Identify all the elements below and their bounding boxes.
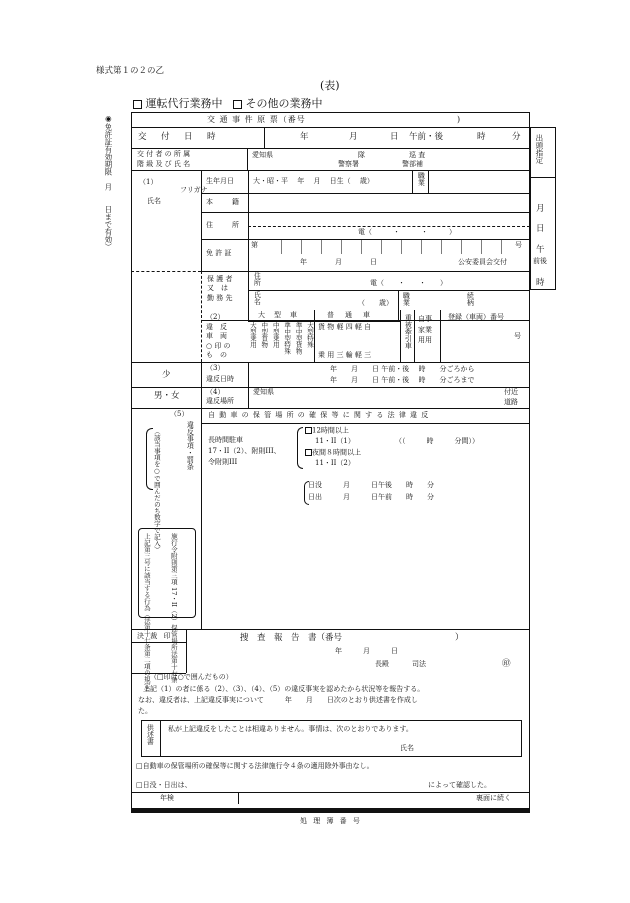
rule bbox=[201, 212, 530, 213]
report-body-3: た。 bbox=[138, 707, 152, 715]
rule bbox=[131, 127, 530, 128]
rule bbox=[131, 170, 530, 171]
rule bbox=[131, 629, 530, 630]
rule bbox=[440, 310, 441, 362]
datetime-section: （3） bbox=[206, 364, 225, 372]
option-8h-checkbox[interactable] bbox=[305, 449, 312, 456]
option-12h-article: 11・II（1） bbox=[315, 437, 355, 445]
option-12h: 12時間以上 bbox=[305, 427, 349, 435]
address-phone: 電（ ・ ・ ） bbox=[358, 228, 456, 236]
approval-stamp: 決 裁 印 bbox=[137, 632, 173, 640]
register-number: 処 理 簿 番 号 bbox=[300, 817, 362, 825]
birth-label: 生年月日 bbox=[206, 177, 234, 185]
issuer-station: 警察署 bbox=[338, 160, 359, 168]
sunset-line: 日没 月 日午後 時 分 bbox=[308, 481, 434, 489]
appearance-month: 月 bbox=[536, 204, 545, 214]
issued-hour: 時 bbox=[477, 132, 486, 142]
license-date: 年 月 日 bbox=[300, 258, 377, 266]
place-near: 付近 bbox=[504, 388, 518, 396]
license-validity: ◉免許証有効期限 月 日まで有効） bbox=[103, 114, 113, 251]
rule bbox=[248, 226, 530, 227]
rule bbox=[131, 362, 530, 363]
option-8h-article: 11・II（2） bbox=[315, 459, 355, 467]
place-road: 道路 bbox=[504, 398, 518, 406]
confirmed-text: によって確認した。 bbox=[428, 781, 491, 789]
option-8h: 夜間８時間以上 bbox=[305, 449, 361, 457]
issuer-rank1: 巡 査 bbox=[409, 151, 426, 159]
furigana-label: フリガナ bbox=[180, 186, 208, 194]
license-label: 免 許 証 bbox=[206, 249, 232, 257]
place-label: 違反場所 bbox=[206, 397, 234, 405]
sex-label: 男・女 bbox=[154, 391, 180, 401]
report-title-end: ） bbox=[455, 633, 464, 643]
place-value: 愛知県 bbox=[253, 388, 274, 396]
place-section: （4） bbox=[206, 388, 225, 396]
rule bbox=[201, 271, 530, 272]
issuer-pref: 愛知県 bbox=[252, 151, 273, 159]
statement-text: 私が上記違反をしたことは相違ありません。事情は、次のとおりであります。 bbox=[168, 725, 413, 733]
driving-checkbox[interactable] bbox=[133, 100, 142, 109]
regular-row2: 乗 用 三 輪 軽 三 bbox=[318, 351, 372, 359]
sunset-confirm: □日没・日出は、 bbox=[136, 781, 192, 789]
rule bbox=[131, 271, 201, 272]
work-type bbox=[133, 98, 323, 109]
rule bbox=[247, 148, 248, 170]
large-vehicle-cols: 大型乗用 中型貨物 中型乗用 準中型特殊 準中型貨物 大型特殊 bbox=[248, 322, 314, 355]
option-12h-time: （（ 時 分間）） bbox=[395, 437, 479, 445]
rule bbox=[186, 629, 187, 673]
name-label: 氏名 bbox=[147, 197, 161, 205]
issuer-rank2: 警部補 bbox=[402, 160, 423, 168]
registration-suffix: 号 bbox=[514, 332, 521, 340]
violation-decree: 令附則III bbox=[208, 458, 238, 466]
datetime-to: 年 月 日 午前・後 時 分ごろまで bbox=[330, 376, 475, 384]
violation-articles: 17・II（2）、附則III、 bbox=[208, 447, 281, 455]
rule bbox=[160, 720, 161, 757]
rule bbox=[131, 408, 530, 409]
rule bbox=[428, 170, 429, 193]
rule bbox=[398, 290, 399, 320]
vehicle-label: 違 反 車 両 ○ 印 の も の bbox=[206, 323, 231, 360]
juvenile-label: 少 bbox=[162, 370, 171, 380]
rule bbox=[530, 177, 556, 178]
report-title: 捜 査 報 告 書（番号 bbox=[240, 633, 343, 643]
domicile-label: 本 籍 bbox=[206, 198, 245, 206]
issued-ampm: 午前・後 bbox=[409, 132, 444, 142]
rule bbox=[131, 642, 186, 643]
guardian-occupation: 職業 bbox=[402, 292, 411, 306]
rule bbox=[131, 387, 530, 388]
rule bbox=[201, 193, 530, 194]
rule bbox=[201, 271, 202, 362]
case-title: 交 通 事 件 原 票（番号 bbox=[207, 115, 306, 124]
rule bbox=[314, 321, 400, 322]
vehicle-section: （2） bbox=[206, 313, 225, 321]
issuer-label-1: 交 付 者 の 所 属 bbox=[137, 150, 191, 158]
report-date: 年 月 日 bbox=[335, 647, 398, 655]
motorcycle-label: 重被牽引車 bbox=[404, 314, 413, 349]
rule bbox=[248, 290, 530, 291]
case-title-end: ) bbox=[457, 115, 461, 124]
issued-month: 月 bbox=[349, 132, 358, 142]
long-parking: 長時間駐車 bbox=[208, 436, 243, 444]
rule bbox=[131, 148, 530, 149]
issued-day: 日 bbox=[390, 132, 399, 142]
seal-icon: ㊞ bbox=[502, 659, 511, 669]
license-issuer: 公安委員会交付 bbox=[458, 258, 507, 266]
license-no-suffix: 号 bbox=[515, 241, 522, 249]
exemption-line: □自動車の保管場所の確保等に関する法律施行令４条の適用除外事由なし。 bbox=[136, 762, 374, 770]
bracket bbox=[297, 427, 303, 469]
rule bbox=[264, 127, 265, 148]
form-number: 様式第１の２の乙 bbox=[96, 66, 165, 76]
rule bbox=[248, 362, 249, 408]
report-body-1: 上記（1）の者に係る（2）、（3）、（4）、（5）の違反事実を認めたから状況等を報告する。 bbox=[143, 685, 425, 693]
driving-label: 運転代行業務中 bbox=[145, 97, 223, 110]
law-note-1: 施行令附則第三項 17・II（2）保管場所法第十七条 bbox=[169, 533, 178, 683]
guardian-relation: 続柄 bbox=[466, 292, 475, 306]
rule bbox=[201, 362, 202, 629]
statement-label: 供述書 bbox=[146, 724, 155, 745]
address-label: 住 所 bbox=[206, 221, 245, 229]
appearance-label: 出頭指定 bbox=[534, 134, 544, 164]
sunrise-line: 日出 月 日午前 時 分 bbox=[308, 493, 434, 501]
issued-label: 交 付 日 時 bbox=[138, 132, 219, 142]
rule bbox=[314, 310, 315, 362]
guardian-name-label: 氏名 bbox=[253, 291, 262, 305]
rule bbox=[201, 423, 530, 424]
violation-note: （該当事項を○で囲んだのち数字で記入） bbox=[152, 428, 161, 553]
occupation-label: 職業 bbox=[417, 172, 426, 186]
bracket bbox=[146, 428, 153, 490]
rule bbox=[201, 170, 202, 271]
rule bbox=[400, 310, 401, 362]
self-business-label: 自事 家業 用用 bbox=[418, 315, 432, 344]
rule bbox=[414, 310, 415, 362]
large-vehicle-header: 大 型 車 bbox=[258, 311, 298, 319]
license-no-prefix: 第 bbox=[251, 241, 258, 249]
violation-items: 違反事項・罰条 bbox=[186, 421, 195, 470]
violation-section: （5） bbox=[170, 410, 189, 418]
registration-label: 登録（車両）番号 bbox=[448, 313, 504, 321]
rule bbox=[238, 792, 239, 804]
license-number-cells[interactable] bbox=[262, 240, 512, 254]
calendar-label: 年検 bbox=[160, 794, 174, 802]
appearance-ampm2: 前後 bbox=[533, 257, 547, 265]
report-officer: 司法 bbox=[412, 660, 426, 668]
birth-value: 大・昭・平 年 月 日生（ 歳） bbox=[253, 177, 374, 185]
report-note: （□印は○で囲んだもの） bbox=[150, 673, 233, 681]
issuer-dept: 隊 bbox=[358, 151, 365, 159]
datetime-label: 違反日時 bbox=[206, 375, 234, 383]
appearance-day: 日 bbox=[536, 224, 545, 234]
rule bbox=[131, 792, 530, 793]
issued-minute: 分 bbox=[512, 132, 521, 142]
bottom-bar bbox=[131, 808, 530, 813]
law-note-2: 上記第三号に該当する行為（法第十七条第二項の規定） bbox=[142, 533, 151, 696]
report-body-2: なお、違反者は、上記違反事実について 年 月 日次のとおり供述書を作成し bbox=[138, 696, 418, 704]
issuer-label-2: 階 級 及 び 氏 名 bbox=[137, 160, 191, 168]
statement-name: 氏名 bbox=[400, 744, 414, 752]
other-label: その他の業務中 bbox=[245, 97, 323, 110]
guardian-age: （ 歳） bbox=[358, 299, 393, 307]
regular-row1: 貨 物 軽 四 軽 自 bbox=[318, 323, 372, 331]
appearance-ampm1: 午 bbox=[536, 245, 545, 255]
guardian-phone: 電（ ・ ・ ） bbox=[370, 279, 447, 287]
issued-year: 年 bbox=[300, 132, 309, 142]
other-checkbox[interactable] bbox=[233, 100, 242, 109]
side-label: (表) bbox=[320, 79, 340, 92]
datetime-from: 年 月 日 午前・後 時 分ごろから bbox=[330, 365, 475, 373]
option-12h-checkbox[interactable] bbox=[305, 427, 312, 434]
appearance-hour: 時 bbox=[536, 278, 545, 288]
guardian-label: 保 護 者 又 は 勤 務 先 bbox=[207, 275, 233, 302]
rule bbox=[412, 170, 413, 193]
guardian-addr-label: 住所 bbox=[253, 272, 262, 286]
violation-title: 自 動 車 の 保 管 場 所 の 確 保 等 に 関 す る 法 律 違 反 bbox=[208, 411, 430, 419]
regular-vehicle-header: 普 通 車 bbox=[327, 311, 372, 319]
continued-label: 裏面に続く bbox=[476, 794, 511, 802]
report-chief: 長殿 bbox=[375, 660, 389, 668]
person-section: （1） bbox=[139, 178, 158, 186]
